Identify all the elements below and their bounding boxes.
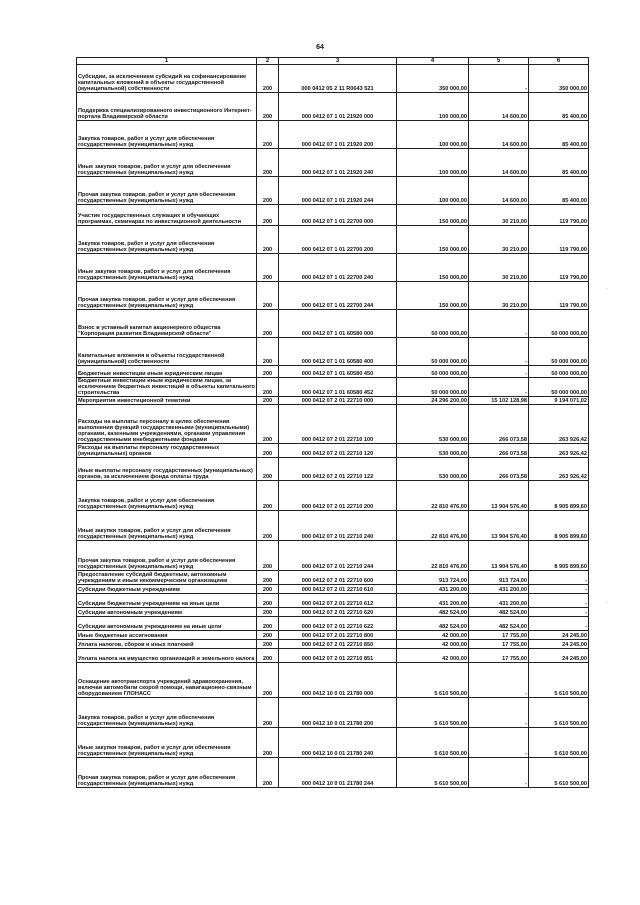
admin-code-cell: 200 (257, 631, 279, 640)
table-row (77, 205, 589, 226)
approved-amount-cell: 150 000,00 (397, 254, 469, 282)
approved-amount-cell: 50 000 000,00 (397, 366, 469, 378)
approved-amount-cell: 42 000,00 (397, 649, 469, 663)
budget-code-cell: 000 0412 10 0 01 21780 244 (279, 758, 397, 788)
table-row (77, 758, 589, 788)
admin-code-cell: 200 (257, 226, 279, 254)
expense-name-cell: Капитальные вложения в объекты государственной (муниципальной) собственности (77, 338, 257, 366)
budget-code-cell: 000 0412 07 2 01 22710 244 (279, 541, 397, 571)
expense-name-cell: Взнос в уставный капитал акционерного общества "Корпорация развития Владимирской области" (77, 310, 257, 338)
executed-amount-cell: 482 524,00 (469, 608, 529, 617)
column-header: 6 (529, 58, 589, 65)
budget-code-cell: 000 0412 07 2 01 22710 850 (279, 640, 397, 649)
budget-code-cell: 000 0412 07 1 01 21920 000 (279, 93, 397, 121)
remaining-amount-cell: 24 245,00 (529, 640, 589, 649)
executed-amount-cell: - (469, 728, 529, 758)
approved-amount-cell: 431 200,00 (397, 594, 469, 608)
column-header: 5 (469, 58, 529, 65)
remaining-amount-cell: 8 905 899,60 (529, 511, 589, 541)
remaining-amount-cell: 8 905 899,60 (529, 481, 589, 511)
expense-name-cell: Расходы на выплаты персоналу государственных (муниципальных) органов (77, 444, 257, 458)
executed-amount-cell: 30 210,00 (469, 205, 529, 226)
admin-code-cell: 200 (257, 366, 279, 378)
expense-name-cell: Оснащение автотранспорта учреждений здравоохранения, включая автомобили скорой помощи, навигационно-связным оборудованием ГЛОНАСС (77, 663, 257, 698)
admin-code-cell: 200 (257, 649, 279, 663)
approved-amount-cell: 530 000,00 (397, 458, 469, 481)
remaining-amount-cell: 9 194 071,02 (529, 397, 589, 405)
approved-amount-cell: 913 724,00 (397, 571, 469, 585)
executed-amount-cell: 17 755,00 (469, 631, 529, 640)
budget-code-cell: 000 0412 05 2 11 R0643 521 (279, 65, 397, 93)
executed-amount-cell: 482 524,00 (469, 617, 529, 631)
remaining-amount-cell: 350 000,00 (529, 65, 589, 93)
approved-amount-cell: 5 610 500,00 (397, 758, 469, 788)
approved-amount-cell: 50 000 000,00 (397, 338, 469, 366)
expense-name-cell: Уплата налогов, сборов и иных платежей (77, 640, 257, 649)
approved-amount-cell: 22 810 476,00 (397, 511, 469, 541)
table-row (77, 378, 589, 397)
approved-amount-cell: 50 000 000,00 (397, 378, 469, 397)
budget-code-cell: 000 0412 07 2 01 22710 800 (279, 631, 397, 640)
executed-amount-cell: 30 210,00 (469, 254, 529, 282)
expense-name-cell: Иные закупки товаров, работ и услуг для обеспечения государственных (муниципальных) нужд (77, 728, 257, 758)
admin-code-cell: 200 (257, 338, 279, 366)
remaining-amount-cell: - (529, 617, 589, 631)
budget-code-cell: 000 0412 10 0 01 21780 000 (279, 663, 397, 698)
admin-code-cell: 200 (257, 378, 279, 397)
header-row (77, 58, 589, 65)
admin-code-cell: 200 (257, 93, 279, 121)
expense-name-cell: Субсидии бюджетным учреждениям (77, 585, 257, 594)
table-row (77, 338, 589, 366)
table-row (77, 226, 589, 254)
admin-code-cell: 200 (257, 663, 279, 698)
approved-amount-cell: 100 000,00 (397, 121, 469, 149)
executed-amount-cell: 17 755,00 (469, 649, 529, 663)
remaining-amount-cell: - (529, 585, 589, 594)
executed-amount-cell: 17 755,00 (469, 640, 529, 649)
admin-code-cell: 200 (257, 458, 279, 481)
expense-name-cell: Прочая закупка товаров, работ и услуг для обеспечения государственных (муниципальных) нужд (77, 282, 257, 310)
scan-mark: · (606, 600, 608, 606)
remaining-amount-cell: 5 610 500,00 (529, 758, 589, 788)
executed-amount-cell: 30 210,00 (469, 282, 529, 310)
admin-code-cell: 200 (257, 594, 279, 608)
budget-code-cell: 000 0412 07 2 01 22710 610 (279, 585, 397, 594)
table-row (77, 640, 589, 649)
admin-code-cell: 200 (257, 177, 279, 205)
expense-name-cell: Расходы на выплаты персоналу в целях обеспечения выполнения функций государственными (муниципальными) органами, казенными учреждениями, органами управления государственными внебюджетными фондами (77, 405, 257, 444)
executed-amount-cell: - (469, 338, 529, 366)
table-row (77, 511, 589, 541)
admin-code-cell: 200 (257, 571, 279, 585)
budget-code-cell: 000 0412 10 0 01 21780 240 (279, 728, 397, 758)
executed-amount-cell: - (469, 65, 529, 93)
approved-amount-cell: 100 000,00 (397, 93, 469, 121)
table-row (77, 631, 589, 640)
budget-code-cell: 000 0412 07 1 01 22700 200 (279, 226, 397, 254)
executed-amount-cell: 14 600,00 (469, 121, 529, 149)
approved-amount-cell: 482 524,00 (397, 617, 469, 631)
expense-name-cell: Прочая закупка товаров, работ и услуг для обеспечения государственных (муниципальных) нужд (77, 177, 257, 205)
approved-amount-cell: 42 000,00 (397, 631, 469, 640)
remaining-amount-cell: 85 400,00 (529, 177, 589, 205)
admin-code-cell: 200 (257, 617, 279, 631)
approved-amount-cell: 42 000,00 (397, 640, 469, 649)
table-row (77, 444, 589, 458)
budget-code-cell: 000 0412 07 2 01 22710 122 (279, 458, 397, 481)
expense-name-cell: Бюджетные инвестиции иным юридическим лицам (77, 366, 257, 378)
budget-code-cell: 000 0412 07 2 01 22710 851 (279, 649, 397, 663)
remaining-amount-cell: 24 245,00 (529, 649, 589, 663)
column-header: 3 (279, 58, 397, 65)
executed-amount-cell: 913 724,00 (469, 571, 529, 585)
budget-code-cell: 000 0412 07 2 01 22710 622 (279, 617, 397, 631)
expense-name-cell: Мероприятия инвестиционной тематики (77, 397, 257, 405)
remaining-amount-cell: 24 245,00 (529, 631, 589, 640)
executed-amount-cell: 14 600,00 (469, 149, 529, 177)
expense-name-cell: Иные закупки товаров, работ и услуг для обеспечения государственных (муниципальных) нужд (77, 511, 257, 541)
admin-code-cell: 200 (257, 65, 279, 93)
expense-name-cell: Иные выплаты персоналу государственных (муниципальных) органов, за исключением фонда оплаты труда (77, 458, 257, 481)
approved-amount-cell: 50 000 000,00 (397, 310, 469, 338)
expense-name-cell: Закупка товаров, работ и услуг для обеспечения государственных (муниципальных) нужд (77, 226, 257, 254)
executed-amount-cell: 14 600,00 (469, 177, 529, 205)
budget-code-cell: 000 0412 07 1 01 22700 244 (279, 282, 397, 310)
admin-code-cell: 200 (257, 282, 279, 310)
executed-amount-cell: 15 102 128,98 (469, 397, 529, 405)
budget-code-cell: 000 0412 07 1 01 21920 244 (279, 177, 397, 205)
approved-amount-cell: 150 000,00 (397, 282, 469, 310)
expense-name-cell: Закупка товаров, работ и услуг для обеспечения государственных (муниципальных) нужд (77, 698, 257, 728)
remaining-amount-cell: - (529, 571, 589, 585)
remaining-amount-cell: 5 610 500,00 (529, 663, 589, 698)
executed-amount-cell: 266 073,58 (469, 405, 529, 444)
table-row (77, 594, 589, 608)
expense-name-cell: Предоставление субсидий бюджетным, автономным учреждениям и иным некоммерческим организациям (77, 571, 257, 585)
approved-amount-cell: 5 610 500,00 (397, 698, 469, 728)
remaining-amount-cell: 5 610 500,00 (529, 698, 589, 728)
remaining-amount-cell: 263 926,42 (529, 458, 589, 481)
expense-name-cell: Уплата налога на имущество организаций и земельного налога (77, 649, 257, 663)
executed-amount-cell: 30 210,00 (469, 226, 529, 254)
executed-amount-cell: - (469, 698, 529, 728)
executed-amount-cell: 13 904 576,40 (469, 481, 529, 511)
budget-code-cell: 000 0412 07 1 01 60580 452 (279, 378, 397, 397)
budget-code-cell: 000 0412 07 1 01 60580 400 (279, 338, 397, 366)
approved-amount-cell: 530 000,00 (397, 405, 469, 444)
expense-name-cell: Участие государственных служащих в обучающих программах, семинарах по инвестиционной деятельности (77, 205, 257, 226)
approved-amount-cell: 150 000,00 (397, 205, 469, 226)
executed-amount-cell: 431 200,00 (469, 585, 529, 594)
admin-code-cell: 200 (257, 728, 279, 758)
budget-code-cell: 000 0412 07 2 01 22710 200 (279, 481, 397, 511)
approved-amount-cell: 22 810 476,00 (397, 481, 469, 511)
admin-code-cell: 200 (257, 640, 279, 649)
remaining-amount-cell: 8 905 899,60 (529, 541, 589, 571)
admin-code-cell: 200 (257, 149, 279, 177)
remaining-amount-cell: 85 400,00 (529, 149, 589, 177)
admin-code-cell: 200 (257, 608, 279, 617)
admin-code-cell: 200 (257, 511, 279, 541)
budget-code-cell: 000 0412 07 1 01 22700 000 (279, 205, 397, 226)
approved-amount-cell: 530 000,00 (397, 444, 469, 458)
admin-code-cell: 200 (257, 405, 279, 444)
expense-name-cell: Прочая закупка товаров, работ и услуг для обеспечения государственных (муниципальных) нужд (77, 758, 257, 788)
admin-code-cell: 200 (257, 205, 279, 226)
executed-amount-cell: - (469, 663, 529, 698)
executed-amount-cell: - (469, 366, 529, 378)
approved-amount-cell: 24 296 200,00 (397, 397, 469, 405)
table-row (77, 608, 589, 617)
budget-code-cell: 000 0412 07 1 01 60580 000 (279, 310, 397, 338)
table-row (77, 149, 589, 177)
remaining-amount-cell: 119 790,00 (529, 282, 589, 310)
table-row (77, 728, 589, 758)
executed-amount-cell: 13 904 576,40 (469, 511, 529, 541)
budget-code-cell: 000 0412 07 1 01 21920 240 (279, 149, 397, 177)
budget-code-cell: 000 0412 07 2 01 22710 620 (279, 608, 397, 617)
expense-name-cell: Иные закупки товаров, работ и услуг для обеспечения государственных (муниципальных) нужд (77, 254, 257, 282)
remaining-amount-cell: - (529, 594, 589, 608)
expense-name-cell: Субсидии автономным учреждениям на иные цели (77, 617, 257, 631)
remaining-amount-cell: 119 790,00 (529, 226, 589, 254)
column-header: 1 (77, 58, 257, 65)
admin-code-cell: 200 (257, 444, 279, 458)
expense-name-cell: Закупка товаров, работ и услуг для обеспечения государственных (муниципальных) нужд (77, 121, 257, 149)
expense-name-cell: Поддержка специализированного инвестиционного Интернет-портала Владимирской области (77, 93, 257, 121)
approved-amount-cell: 150 000,00 (397, 226, 469, 254)
budget-code-cell: 000 0412 07 2 01 22710 000 (279, 397, 397, 405)
expense-name-cell: Субсидии автономным учреждениям (77, 608, 257, 617)
remaining-amount-cell: 85 400,00 (529, 93, 589, 121)
approved-amount-cell: 22 810 476,00 (397, 541, 469, 571)
admin-code-cell: 200 (257, 310, 279, 338)
admin-code-cell: 200 (257, 121, 279, 149)
remaining-amount-cell: 263 926,42 (529, 405, 589, 444)
budget-code-cell: 000 0412 07 2 01 22710 600 (279, 571, 397, 585)
expense-name-cell: Иные закупки товаров, работ и услуг для обеспечения государственных (муниципальных) нужд (77, 149, 257, 177)
table-row (77, 649, 589, 663)
executed-amount-cell: 13 904 576,40 (469, 541, 529, 571)
table-row (77, 397, 589, 405)
column-header: 2 (257, 58, 279, 65)
approved-amount-cell: 482 524,00 (397, 608, 469, 617)
table-row (77, 571, 589, 585)
executed-amount-cell: 431 200,00 (469, 594, 529, 608)
admin-code-cell: 200 (257, 481, 279, 511)
scan-mark: · (606, 286, 608, 292)
table-row (77, 177, 589, 205)
table-row (77, 310, 589, 338)
table-row (77, 93, 589, 121)
approved-amount-cell: 350 000,00 (397, 65, 469, 93)
remaining-amount-cell: 50 000 000,00 (529, 366, 589, 378)
budget-code-cell: 000 0412 07 2 01 22710 612 (279, 594, 397, 608)
executed-amount-cell: - (469, 378, 529, 397)
page-number: 64 (316, 44, 324, 51)
remaining-amount-cell: 50 000 000,00 (529, 378, 589, 397)
executed-amount-cell: 266 073,58 (469, 458, 529, 481)
admin-code-cell: 200 (257, 585, 279, 594)
executed-amount-cell: 14 600,00 (469, 93, 529, 121)
table-row (77, 282, 589, 310)
table-row (77, 366, 589, 378)
column-header: 4 (397, 58, 469, 65)
budget-execution-table (76, 57, 589, 788)
table-row (77, 663, 589, 698)
table-row (77, 481, 589, 511)
table-row (77, 405, 589, 444)
remaining-amount-cell: 263 926,42 (529, 444, 589, 458)
expense-name-cell: Иные бюджетные ассигнования (77, 631, 257, 640)
admin-code-cell: 200 (257, 698, 279, 728)
approved-amount-cell: 431 200,00 (397, 585, 469, 594)
remaining-amount-cell: 50 000 000,00 (529, 338, 589, 366)
approved-amount-cell: 5 610 500,00 (397, 728, 469, 758)
table-row (77, 698, 589, 728)
approved-amount-cell: 5 610 500,00 (397, 663, 469, 698)
expense-name-cell: Субсидии бюджетным учреждениям на иные цели (77, 594, 257, 608)
approved-amount-cell: 100 000,00 (397, 149, 469, 177)
table-row (77, 585, 589, 594)
remaining-amount-cell: 119 790,00 (529, 205, 589, 226)
budget-code-cell: 000 0412 07 1 01 60580 450 (279, 366, 397, 378)
expense-name-cell: Бюджетные инвестиции иным юридическим лицам, за исключением бюджетных инвестиций в объекты капитального строительства (78, 378, 255, 396)
approved-amount-cell: 100 000,00 (397, 177, 469, 205)
admin-code-cell: 200 (257, 254, 279, 282)
expense-name-cell: Прочая закупка товаров, работ и услуг для обеспечения государственных (муниципальных) нужд (77, 541, 257, 571)
remaining-amount-cell: 5 610 500,00 (529, 728, 589, 758)
budget-code-cell: 000 0412 07 2 01 22710 240 (279, 511, 397, 541)
table-row (77, 617, 589, 631)
remaining-amount-cell: - (529, 608, 589, 617)
remaining-amount-cell: 50 000 000,00 (529, 310, 589, 338)
budget-code-cell: 000 0412 07 1 01 21920 200 (279, 121, 397, 149)
executed-amount-cell: - (469, 310, 529, 338)
table-row (77, 121, 589, 149)
remaining-amount-cell: 85 400,00 (529, 121, 589, 149)
admin-code-cell: 200 (257, 541, 279, 571)
table-row (77, 65, 589, 93)
remaining-amount-cell: 119 790,00 (529, 254, 589, 282)
budget-code-cell: 000 0412 07 1 01 22700 240 (279, 254, 397, 282)
budget-code-cell: 000 0412 07 2 01 22710 120 (279, 444, 397, 458)
expense-name-cell: Субсидии, за исключением субсидий на софинансирование капитальных вложений в объекты государственной (муниципальной) собственности (77, 65, 257, 93)
budget-code-cell: 000 0412 07 2 01 22710 100 (279, 405, 397, 444)
table-row (77, 254, 589, 282)
budget-code-cell: 000 0412 10 0 01 21780 200 (279, 698, 397, 728)
admin-code-cell: 200 (257, 758, 279, 788)
table-row (77, 541, 589, 571)
admin-code-cell: 200 (257, 397, 279, 405)
expense-name-cell: Закупка товаров, работ и услуг для обеспечения государственных (муниципальных) нужд (77, 481, 257, 511)
executed-amount-cell: - (469, 758, 529, 788)
table-row (77, 458, 589, 481)
executed-amount-cell: 266 073,58 (469, 444, 529, 458)
